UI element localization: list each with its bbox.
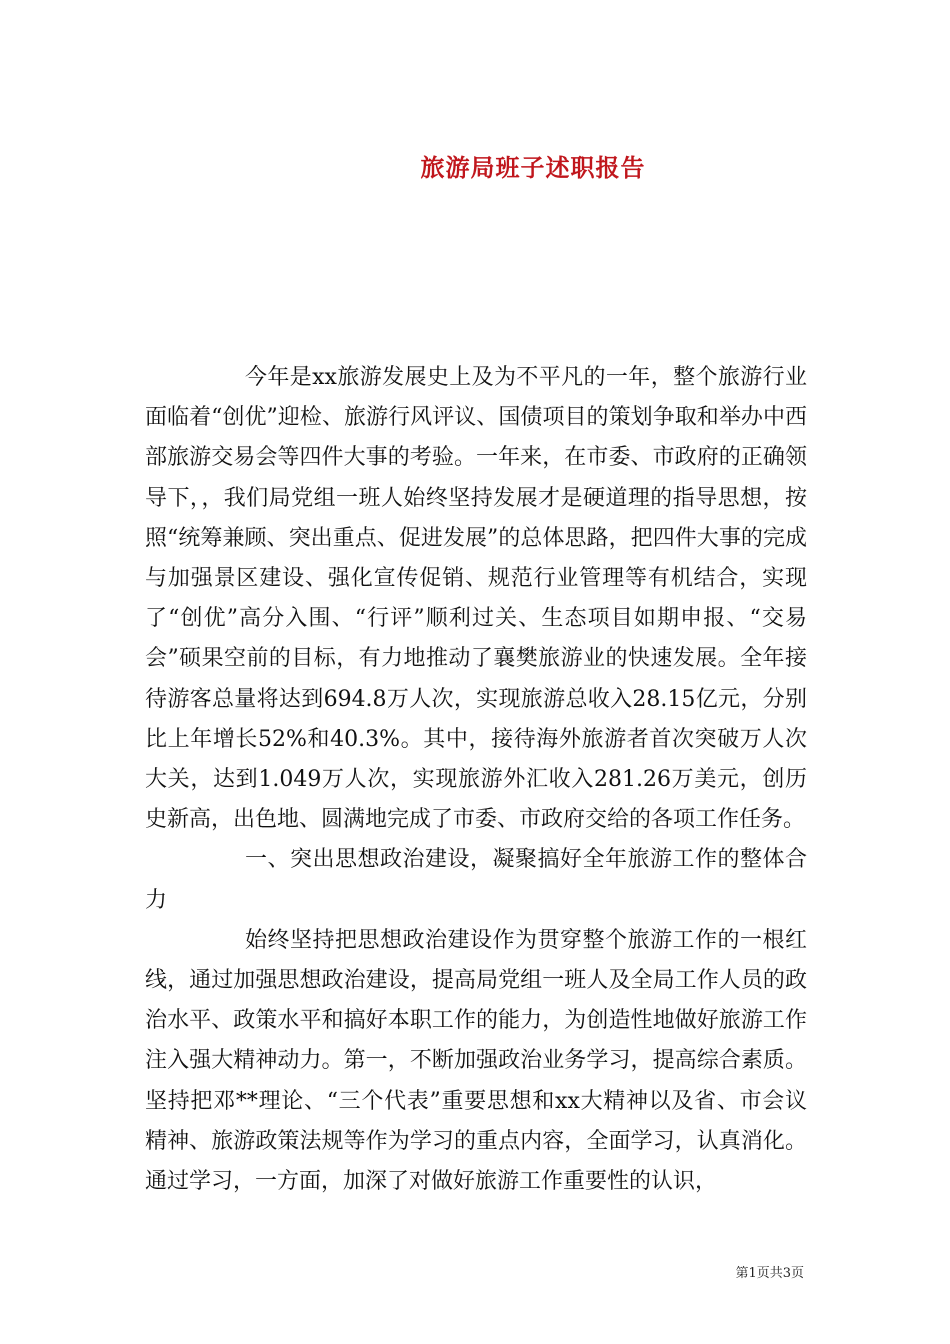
paragraph-section-1: 始终坚持把思想政治建设作为贯穿整个旅游工作的一根红线，通过加强思想政治建设，提高局党组一班人及全局工作人员的政治水平、政策水平和搞好本职工作的能力，为创造性地做好旅游工作注入强大精神动力。第一，不断加强政治业务学习，提高综合素质。坚持把邓**理论、“三个代表”重要思想和xx大精神以及省、市会议精神、旅游政策法规等作为学习的重点内容，全面学习，认真消化。通过学习，一方面，加深了对做好旅游工作重要性的认识， — [145, 927, 807, 1195]
paragraph-intro: 今年是xx旅游发展史上及为不平凡的一年，整个旅游行业面临着“创优”迎检、旅游行风评议、国债项目的策划争取和举办中西部旅游交易会等四件大事的考验。一年来，在市委、市政府的正确领导下，，我们局党组一班人始终坚持发展才是硬道理的指导思想，按照“统筹兼顾、突出重点、促进发展”的总体思路，把四件大事的完成与加强景区建设、强化宣传促销、规范行业管理等有机结合，实现了“创优”高分入围、“行评”顺利过关、生态项目如期申报、“交易会”硕果空前的目标，有力地推动了襄樊旅游业的快速发展。全年接待游客总量将达到694.8万人次，实现旅游总收入28.15亿元，分别比上年增长52%和40.3%。其中，接待海外旅游者首次突破万人次大关，达到1.049万人次，实现旅游外汇收入281.26万美元，创历史新高，出色地、圆满地完成了市委、市政府交给的各项工作任务。 — [145, 365, 807, 833]
section-heading-1: 一、突出思想政治建设，凝聚搞好全年旅游工作的整体合力 — [145, 847, 807, 913]
document-title: 旅游局班子述职报告 — [420, 153, 646, 183]
page-number: 第1页共3页 — [735, 1266, 804, 1281]
document-body — [145, 358, 807, 1202]
